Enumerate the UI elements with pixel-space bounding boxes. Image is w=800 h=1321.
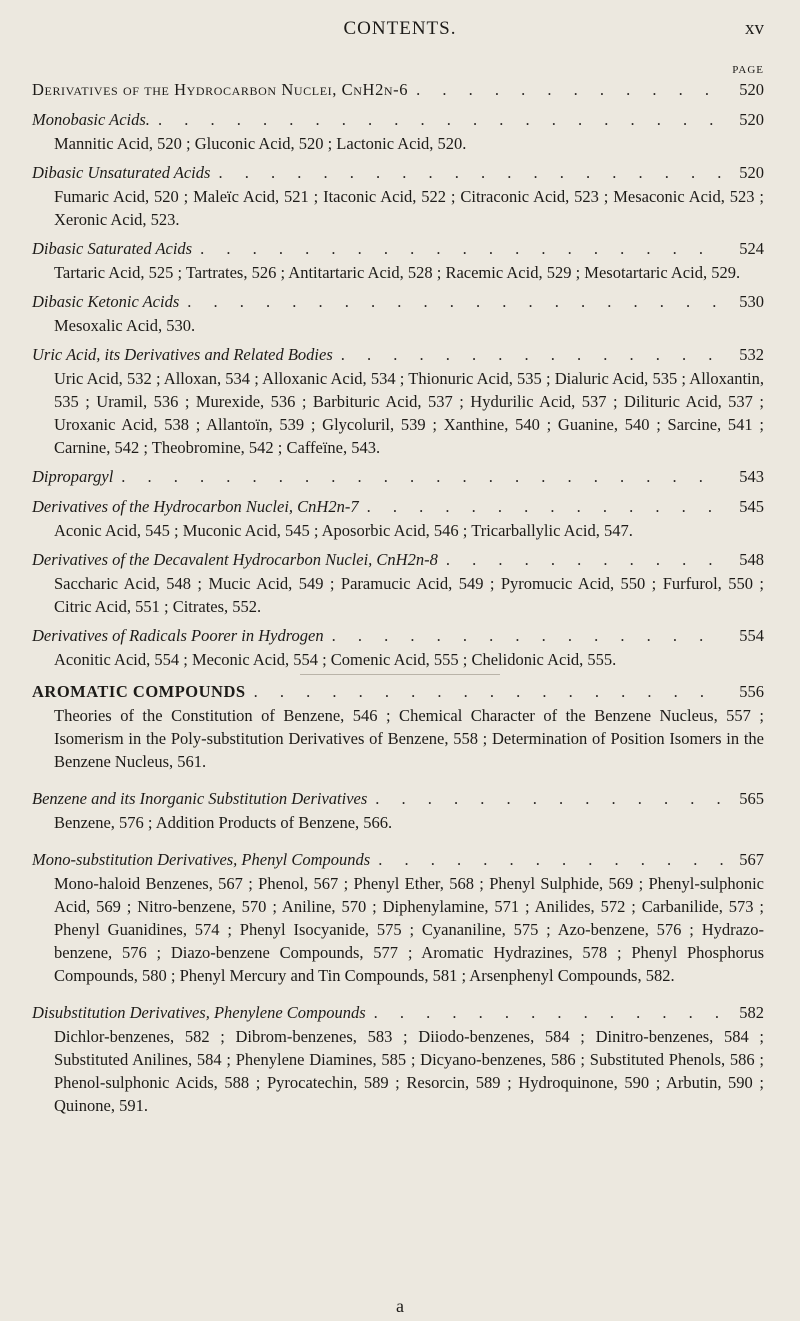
section-divider [300,674,500,675]
contents-entry [32,290,764,337]
entry-page-number: 530 [739,292,764,311]
entry-page-number: 548 [739,550,764,569]
contents-entry [32,465,764,489]
entry-heading: Benzene and its Inorganic Substitution Derivatives [32,789,368,808]
entry-subtopics: Fumaric Acid, 520 ; Maleïc Acid, 521 ; Itaconic Acid, 522 ; Citraconic Acid, 523 ; Mesaconic Acid, 523 ; Xeronic Acid, 523. [54,187,764,229]
dot-leader [332,624,724,648]
contents-entry [32,108,764,155]
contents-entry [32,848,764,987]
dot-leader [446,548,724,572]
entry-subtopics: Tartaric Acid, 525 ; Tartrates, 526 ; Antitartaric Acid, 528 ; Racemic Acid, 529 ; Mesotartaric Acid, 529. [54,263,741,282]
dot-leader [200,237,724,261]
entry-heading-row [32,237,764,261]
contents-entry [32,1001,764,1117]
entry-heading: Dibasic Unsaturated Acids [32,163,211,182]
entry-page-number: 524 [739,239,764,258]
contents-entry [32,624,764,671]
entry-subtopics: Mesoxalic Acid, 530. [54,316,196,335]
entry-page-number: 532 [739,345,764,364]
entry-heading: AROMATIC COMPOUNDS [32,682,246,701]
running-head-title: CONTENTS. [343,18,457,39]
contents-entry [32,787,764,834]
entry-subtopics: Theories of the Constitution of Benzene, 546 ; Chemical Character of the Benzene Nucleus, 557 ; Isomerism in the Poly-substitution Derivatives of Benzene, 558 ; Determination of Position Isomers in the Benzene Nucleus, 561. [54,706,764,771]
entry-subtopics: Uric Acid, 532 ; Alloxan, 534 ; Alloxanic Acid, 534 ; Thionuric Acid, 535 ; Dialuric Acid, 535 ; Alloxantin, 535 ; Uramil, 536 ; Murexide, 536 ; Barbituric Acid, 537 ; Hydurilic Acid, 537 ; Dilituric Acid, 537 ; Uroxanic Acid, 538 ; Allantoïn, 539 ; Glycoluril, 539 ; Xanthine, 540 ; Guanine, 540 ; Sarcine, 541 ; Carnine, 542 ; Theobromine, 542 ; Caffeïne, 543. [54,369,764,457]
entry-page-number: 543 [739,467,764,486]
entry-page-number: 520 [739,80,764,99]
contents-entry [32,495,764,542]
page-folio: xv [745,18,764,39]
entry-heading: Disubstitution Derivatives, Phenylene Compounds [32,1003,366,1022]
entry-page-number: 545 [739,497,764,516]
entry-subtopics: Dichlor-benzenes, 582 ; Dibrom-benzenes, 583 ; Diiodo-benzenes, 584 ; Dinitro-benzenes, 584 ; Substituted Anilines, 584 ; Phenylene Diamines, 585 ; Dicyano-benzenes, 586 ; Substituted Phenols, 586 ; Phenol-sulphonic Acids, 588 ; Pyrocatechin, 589 ; Resorcin, 589 ; Hydroquinone, 590 ; Arbutin, 590 ; Quinone, 591. [54,1027,764,1115]
entry-subtopics: Mono-haloid Benzenes, 567 ; Phenol, 567 ; Phenyl Ether, 568 ; Phenyl Sulphide, 569 ; Phenyl-sulphonic Acid, 569 ; Nitro-benzene, 570 ; Aniline, 570 ; Diphenylamine, 571 ; Anilides, 572 ; Carbanilide, 573 ; Phenyl Guanidines, 574 ; Phenyl Isocyanide, 575 ; Cyananiline, 575 ; Azo-benzene, 576 ; Hydrazo-benzene, 576 ; Diazo-benzene Compounds, 577 ; Aromatic Hydrazines, 578 ; Phenyl Phosphorus Compounds, 580 ; Phenyl Mercury and Tin Compounds, 581 ; Arsenphenyl Compounds, 582. [54,874,764,985]
entry-heading: Mono-substitution Derivatives, Phenyl Compounds [32,850,371,869]
entry-heading: Uric Acid, its Derivatives and Related Bodies [32,345,333,364]
entry-subtopics: Saccharic Acid, 548 ; Mucic Acid, 549 ; Paramucic Acid, 549 ; Pyromucic Acid, 550 ; Furfurol, 550 ; Citric Acid, 551 ; Citrates, 552. [54,574,764,616]
entry-subtopics: Benzene, 576 ; Addition Products of Benzene, 566. [54,813,393,832]
entry-heading-row [32,548,764,572]
dot-leader [187,290,724,314]
contents-entry [32,680,764,773]
entry-subtopics: Aconitic Acid, 554 ; Meconic Acid, 554 ; Comenic Acid, 555 ; Chelidonic Acid, 555. [54,650,617,669]
dot-leader [374,1001,724,1025]
contents-entry [32,548,764,618]
entry-heading: Dibasic Saturated Acids [32,239,193,258]
dot-leader [158,108,724,132]
page-column-label: PAGE [732,64,764,76]
contents-group [32,78,764,671]
entry-page-number: 520 [739,163,764,182]
entry-heading: Derivatives of the Hydrocarbon Nuclei, CnH2n-6 [32,80,409,99]
signature-mark: a [396,1296,404,1316]
entry-heading-row [32,108,764,132]
entry-page-number: 520 [739,110,764,129]
dot-leader [378,848,724,872]
entry-heading-row [32,78,764,102]
entry-heading: Derivatives of the Hydrocarbon Nuclei, CnH2n-7 [32,497,359,516]
entry-heading-row [32,495,764,519]
entry-heading-row [32,290,764,314]
entry-subtopics: Aconic Acid, 545 ; Muconic Acid, 545 ; Aposorbic Acid, 546 ; Tricarballylic Acid, 547. [54,521,633,540]
entry-heading-row [32,343,764,367]
contents-entry [32,237,764,284]
entry-heading: Derivatives of Radicals Poorer in Hydrogen [32,626,324,645]
dot-leader [254,680,724,704]
entry-heading-row [32,680,764,704]
entry-page-number: 554 [739,626,764,645]
dot-leader [367,495,724,519]
dot-leader [416,78,724,102]
dot-leader [375,787,724,811]
entry-heading: Monobasic Acids. [32,110,150,129]
entry-heading-row [32,787,764,811]
entry-heading-row [32,1001,764,1025]
dot-leader [218,161,724,185]
dot-leader [341,343,724,367]
dot-leader [121,465,724,489]
entry-heading-row [32,624,764,648]
entry-page-number: 582 [739,1003,764,1022]
contents-entry [32,343,764,459]
entry-heading-row [32,465,764,489]
entry-heading: Derivatives of the Decavalent Hydrocarbon Nuclei, CnH2n-8 [32,550,438,569]
contents-entry [32,161,764,231]
entry-heading: Dipropargyl [32,467,114,486]
contents-entry [32,78,764,102]
entry-page-number: 556 [739,682,764,701]
entry-page-number: 567 [739,850,764,869]
running-head [0,18,800,48]
entry-heading-row [32,161,764,185]
entry-heading-row [32,848,764,872]
entry-page-number: 565 [739,789,764,808]
entry-heading: Dibasic Ketonic Acids [32,292,180,311]
entry-subtopics: Mannitic Acid, 520 ; Gluconic Acid, 520 ; Lactonic Acid, 520. [54,134,467,153]
contents-group [32,680,764,1117]
